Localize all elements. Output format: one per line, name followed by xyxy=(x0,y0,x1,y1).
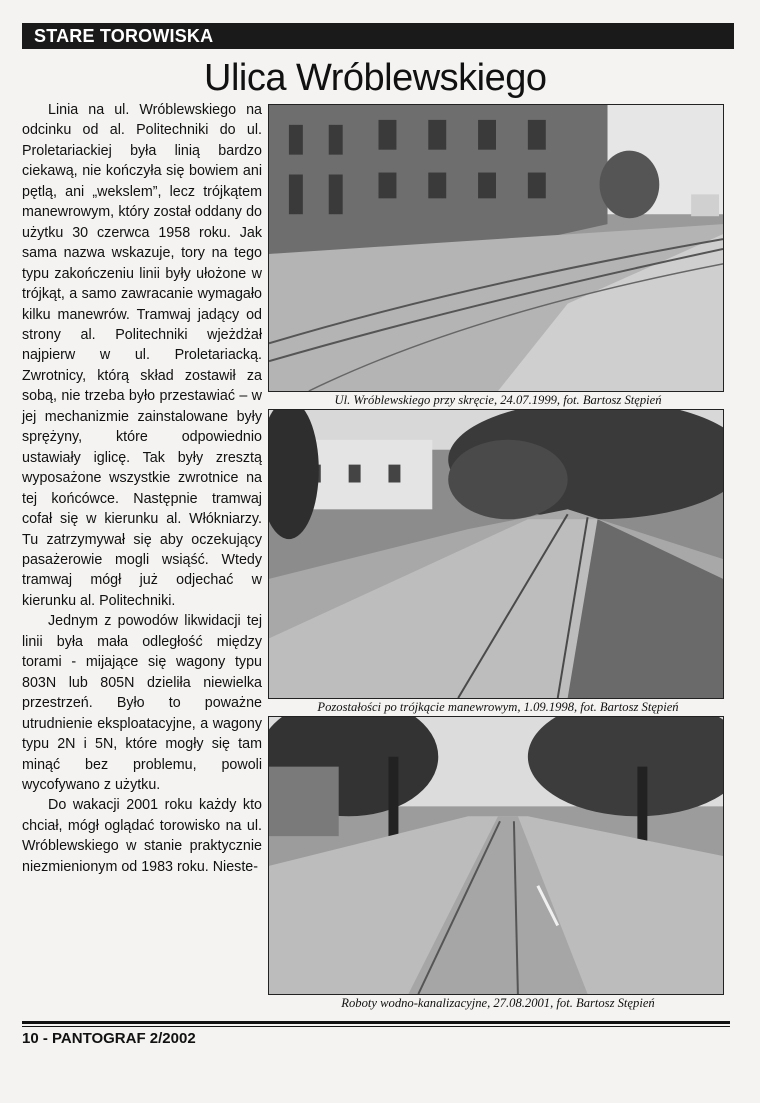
article-body xyxy=(22,100,262,877)
paragraph-3: Do wakacji 2001 roku każdy kto chciał, mógł oglądać torowisko na ul. Wróblewskiego w stanie praktycznie niezmienionym od 1983 roku. Nieste- xyxy=(22,797,262,875)
footer-rule-thin xyxy=(22,1026,730,1027)
photo-caption-3: Roboty wodno-kanalizacyjne, 27.08.2001, fot. Bartosz Stępień xyxy=(341,996,655,1010)
photo-caption-1: Ul. Wróblewskiego przy skręcie, 24.07.1999, fot. Bartosz Stępień xyxy=(334,393,662,407)
section-label: STARE TOROWISKA xyxy=(34,26,214,46)
photo-turning-triangle xyxy=(268,409,724,699)
section-header-bar xyxy=(22,23,734,49)
photo-street-corner xyxy=(268,104,724,392)
page-footer: 10 - PANTOGRAF 2/2002 xyxy=(22,1030,196,1047)
footer-rule xyxy=(22,1021,730,1024)
photo-road-works xyxy=(268,716,724,995)
paragraph-2: Jednym z powodów likwidacji tej linii była mała odległość między torami - mijające się wagony typu 803N lub 805N dzieliła niewielka przestrzeń. Było to poważne utrudnienie eksploatacyjne, a wagony typu 2N i 5N, które mogły się tam minąć bez problemu, powoli wycofywano z użytku. xyxy=(22,613,262,793)
photo-caption-2: Pozostałości po trójkącie manewrowym, 1.09.1998, fot. Bartosz Stępień xyxy=(317,700,679,714)
article-title: Ulica Wróblewskiego xyxy=(204,57,547,99)
paragraph-1: Linia na ul. Wróblewskiego na odcinku od al. Politechniki do ul. Proletariackiej była linią bardzo ciekawą, nie kończyła się bowiem ani pętlą, ani „wekslem”, lecz trójkątem manewrowym, który został oddany do użytku 30 czerwca 1958 roku. Jak sama nazwa wskazuje, tory na tego typu zakończeniu linii były ułożone w trójkąt, a samo zawracanie wymagało kilku manewrów. Tramwaj jadący od strony al. Politechniki wjeżdżał najpierw w ul. Proletariacką. Zwrotnicy, którą skład zostawił za sobą, nie trzeba było przestawiać – w jej mechanizmie zainstalowane były sprężyny, które odpowiednio ustawiały iglicę. Tak były zresztą wyposażone wszystkie zwrotnice na tej końcówce. Następnie tramwaj cofał się w kierunku al. Włókniarzy. Tu zatrzymywał się aby oczekujący pasażerowie mogli wsiąść. Wtedy tramwaj mógł już odjechać w kierunku al. Politechniki. xyxy=(22,102,262,609)
